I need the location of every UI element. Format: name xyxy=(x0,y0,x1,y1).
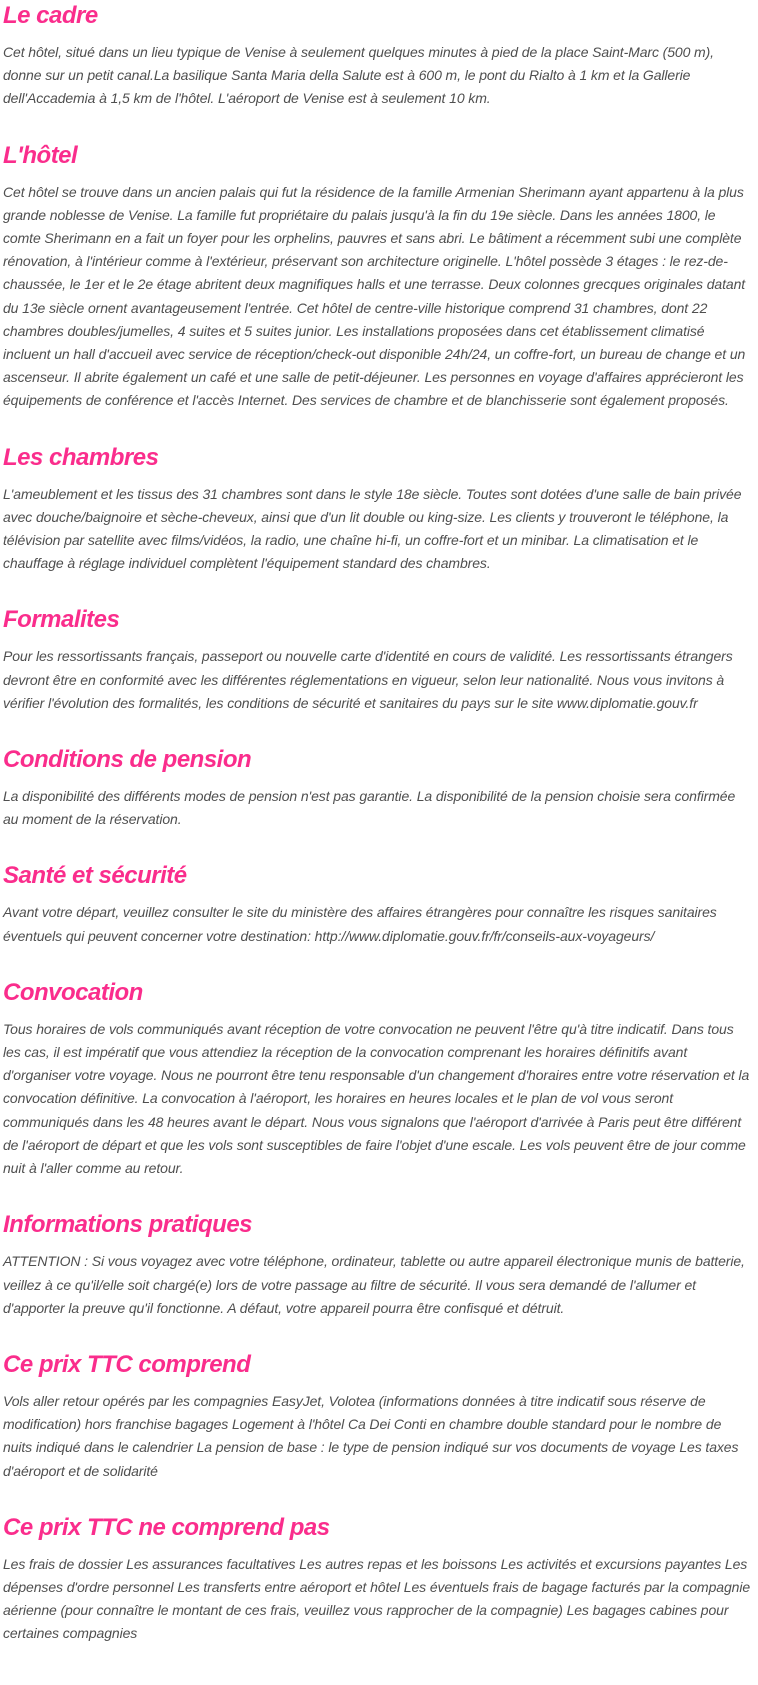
body-formalites: Pour les ressortissants français, passeport ou nouvelle carte d'identité en cours de validité. Les ressortissants étrangers devront être en conformité avec les différentes réglementations en vigueur, selon leur nationalité. Nous vous invitons à vérifier l'évolution des formalités, les conditions de sécurité et sanitaires du pays sur le site www.diplomatie.gouv.fr xyxy=(3,648,733,711)
body-ce-prix-ttc-ne-comprend-pas: Les frais de dossier Les assurances facultatives Les autres repas et les boissons Les activités et excursions payantes Les dépenses d'ordre personnel Les transferts entre aéroport et hôtel Les éventuels frais de bagage facturés par la compagnie aérienne (pour connaître le montant de ces frais, veuillez vous rapprocher de la compagnie) Les bagages cabines pour certaines compagnies xyxy=(3,1555,751,1642)
section-informations-pratiques xyxy=(3,1212,754,1320)
section-convocation xyxy=(3,980,754,1180)
section-sante-et-securite xyxy=(3,863,754,947)
body-convocation: Tous horaires de vols communiqués avant réception de votre convocation ne peuvent l'être qu'à titre indicatif. Dans tous les cas, il est impératif que vous attendiez la réception de la convocation comprenant les horaires définitifs avant d'organiser votre voyage. Nous ne pourront être tenu responsable d'un changement d'horaires entre votre réservation et la convocation définitive. La convocation à l'aéroport, les horaires en heures locales et le plan de vol vous seront communiqués dans les 48 heures avant le départ. Nous vous signalons que l'aéroport d'arrivée à Paris peut être différent de l'aéroport de départ et que les vols sont susceptibles de faire l'objet d'une escale. Les vols peuvent être de jour comme nuit à l'aller comme au retour. xyxy=(3,1020,750,1177)
heading-les-chambres: Les chambres xyxy=(3,443,159,471)
hotel-info-document xyxy=(3,3,754,1646)
section-ce-prix-ttc-comprend xyxy=(3,1352,754,1483)
body-le-cadre: Cet hôtel, situé dans un lieu typique de Venise à seulement quelques minutes à pied de la place Saint-Marc (500 m), donne sur un petit canal.La basilique Santa Maria della Salute est à 600 m, le pont du Rialto à 1 km et la Gallerie dell'Accademia à 1,5 km de l'hôtel. L'aéroport de Venise est à seulement 10 km. xyxy=(3,44,714,107)
body-sante-et-securite: Avant votre départ, veuillez consulter le site du ministère des affaires étrangères pour connaître les risques sanitaires éventuels qui peuvent concerner votre destination: http://www.diplomatie.gouv.fr/fr/conseils-aux-voyageurs/ xyxy=(3,904,717,944)
section-le-cadre xyxy=(3,3,754,111)
heading-ce-prix-ttc-comprend: Ce prix TTC comprend xyxy=(3,1350,251,1378)
heading-l-hotel: L'hôtel xyxy=(3,141,78,169)
section-l-hotel xyxy=(3,143,754,413)
body-l-hotel: Cet hôtel se trouve dans un ancien palais qui fut la résidence de la famille Armenian Sherimann ayant appartenu à la plus grande noblesse de Venise. La famille fut propriétaire du palais jusqu'à la fin du 19e siècle. Dans les années 1800, le comte Sherimann en a fait un foyer pour les orphelins, pauvres et sans abri. Le bâtiment a récemment subi une complète rénovation, à l'intérieur comme à l'extérieur, préservant son architecture originelle. L'hôtel possède 3 étages : le rez-de-chaussée, le 1er et le 2e étage abritent deux magnifiques halls et une terrasse. Deux colonnes grecques originales datant du 13e siècle ornent avantageusement l'entrée. Cet hôtel de centre-ville historique comprend 31 chambres, dont 22 chambres doubles/jumelles, 4 suites et 5 suites junior. Les installations proposées dans cet établissement climatisé incluent un hall d'accueil avec service de réception/check-out disponible 24h/24, un coffre-fort, un bureau de change et un ascenseur. Il abrite également un café et une salle de petit-déjeuner. Les personnes en voyage d'affaires apprécieront les équipements de conférence et l'accès Internet. Des services de chambre et de blanchisserie sont également proposés. xyxy=(3,183,746,409)
heading-sante-et-securite: Santé et sécurité xyxy=(3,862,187,890)
heading-convocation: Convocation xyxy=(3,978,143,1006)
heading-conditions-de-pension: Conditions de pension xyxy=(3,746,252,774)
section-les-chambres xyxy=(3,445,754,576)
body-conditions-de-pension: La disponibilité des différents modes de pension n'est pas garantie. La disponibilité de la pension choisie sera confirmée au moment de la réservation. xyxy=(3,788,736,828)
section-ce-prix-ttc-ne-comprend-pas xyxy=(3,1515,754,1646)
heading-ce-prix-ttc-ne-comprend-pas: Ce prix TTC ne comprend pas xyxy=(3,1513,330,1541)
section-conditions-de-pension xyxy=(3,747,754,831)
heading-le-cadre: Le cadre xyxy=(3,2,98,29)
body-les-chambres: L'ameublement et les tissus des 31 chambres sont dans le style 18e siècle. Toutes sont dotées d'une salle de bain privée avec douche/baignoire et sèche-cheveux, ainsi que d'un lit double ou king-size. Les clients y trouveront le téléphone, la télévision par satellite avec films/vidéos, la radio, une chaîne hi-fi, un coffre-fort et un minibar. La climatisation et le chauffage à réglage individuel complètent l'équipement standard des chambres. xyxy=(3,485,742,572)
body-ce-prix-ttc-comprend: Vols aller retour opérés par les compagnies EasyJet, Volotea (informations données à titre indicatif sous réserve de modification) hors franchise bagages Logement à l'hôtel Ca Dei Conti en chambre double standard pour le nombre de nuits indiqué dans le calendrier La pension de base : le type de pension indiqué sur vos documents de voyage Les taxes d'aéroport et de solidarité xyxy=(3,1392,739,1479)
section-formalites xyxy=(3,607,754,715)
heading-formalites: Formalites xyxy=(3,606,120,634)
heading-informations-pratiques: Informations pratiques xyxy=(3,1211,253,1239)
body-informations-pratiques: ATTENTION : Si vous voyagez avec votre téléphone, ordinateur, tablette ou autre appareil électronique munis de batterie, veillez à ce qu'il/elle soit chargé(e) lors de votre passage au filtre de sécurité. Il vous sera demandé de l'allumer et d'apporter la preuve qu'il fonctionne. A défaut, votre appareil pourra être confisqué et détruit. xyxy=(3,1253,745,1316)
